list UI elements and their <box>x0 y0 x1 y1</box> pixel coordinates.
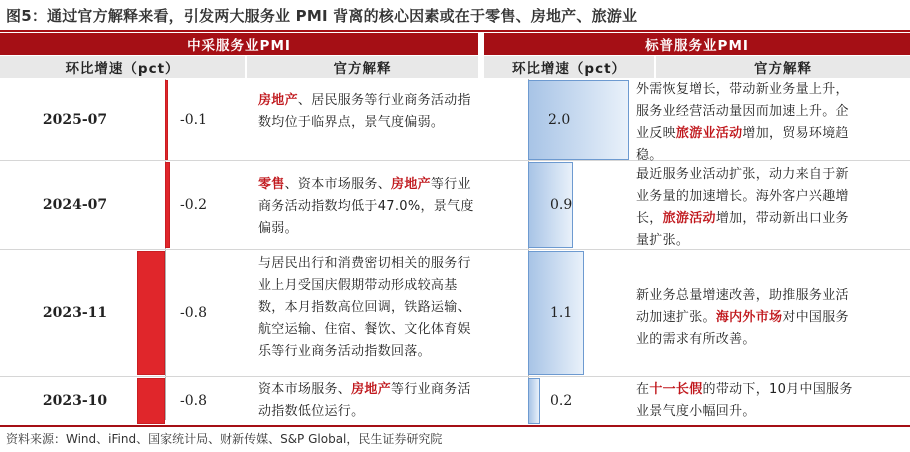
caixin-bar <box>137 251 165 375</box>
title-divider <box>0 30 910 32</box>
sp-explain: 在十一长假的带动下，10月中国服务业景气度小幅回升。 <box>636 382 853 419</box>
sp-value: 0.2 <box>550 393 573 409</box>
row-date: 2025-07 <box>42 112 108 128</box>
bottom-divider <box>0 425 910 427</box>
sp-pmi-header: 标普服务业PMI <box>484 33 910 55</box>
caixin-bar <box>137 378 165 424</box>
sp-explain-col-header: 官方解释 <box>656 56 910 78</box>
sp-mom-col-header: 环比增速（pct） <box>484 56 654 78</box>
sp-value: 0.9 <box>550 197 573 213</box>
caixin-pmi-header: 中采服务业PMI <box>0 33 478 55</box>
row-date: 2024-07 <box>42 197 108 213</box>
caixin-explain: 与居民出行和消费密切相关的服务行业上月受国庆假期带动形成较高基数，本月指数高位回调，铁路运输、航空运输、住宿、餐饮、文化体育娱乐等行业商务活动指数回落。 <box>258 256 471 359</box>
caixin-bar <box>165 80 168 160</box>
caixin-explain: 零售、资本市场服务、房地产等行业商务活动指数均低于47.0%，景气度偏弱。 <box>258 177 474 236</box>
source-note: 资料来源：Wind、iFind、国家统计局、财新传媒、S&P Global，民生证券研究院 <box>6 432 443 446</box>
row-date: 2023-10 <box>42 393 108 409</box>
row-date: 2023-11 <box>42 305 108 321</box>
caixin-explain-col-header: 官方解释 <box>247 56 478 78</box>
sp-bar <box>528 378 540 424</box>
caixin-value: -0.2 <box>180 197 207 213</box>
figure-title: 图5：通过官方解释来看，引发两大服务业 PMI 背离的核心因素或在于零售、房地产、旅游业 <box>6 7 638 25</box>
caixin-value: -0.8 <box>180 393 207 409</box>
caixin-explain: 房地产、居民服务等行业商务活动指数均位于临界点，景气度偏弱。 <box>258 93 471 130</box>
sp-bar <box>528 80 629 160</box>
caixin-value: -0.8 <box>180 305 207 321</box>
row-divider <box>0 376 910 377</box>
sp-explain: 最近服务业活动扩张，动力来自于新业务量的加速增长。海外客户兴趣增长，旅游活动增加，带动新出口业务量扩张。 <box>636 167 849 248</box>
caixin-mom-col-header: 环比增速（pct） <box>0 56 245 78</box>
sp-explain: 外需恢复增长，带动新业务量上升，服务业经营活动量因而加速上升。企业反映旅游业活动增加，贸易环境趋稳。 <box>636 82 849 163</box>
sp-value: 2.0 <box>548 112 571 128</box>
sp-value: 1.1 <box>550 305 573 321</box>
caixin-value: -0.1 <box>180 112 207 128</box>
sp-explain: 新业务总量增速改善，助推服务业活动加速扩张。海内外市场对中国服务业的需求有所改善。 <box>636 288 849 347</box>
caixin-explain: 资本市场服务、房地产等行业商务活动指数低位运行。 <box>258 382 471 419</box>
caixin-bar <box>165 162 170 248</box>
